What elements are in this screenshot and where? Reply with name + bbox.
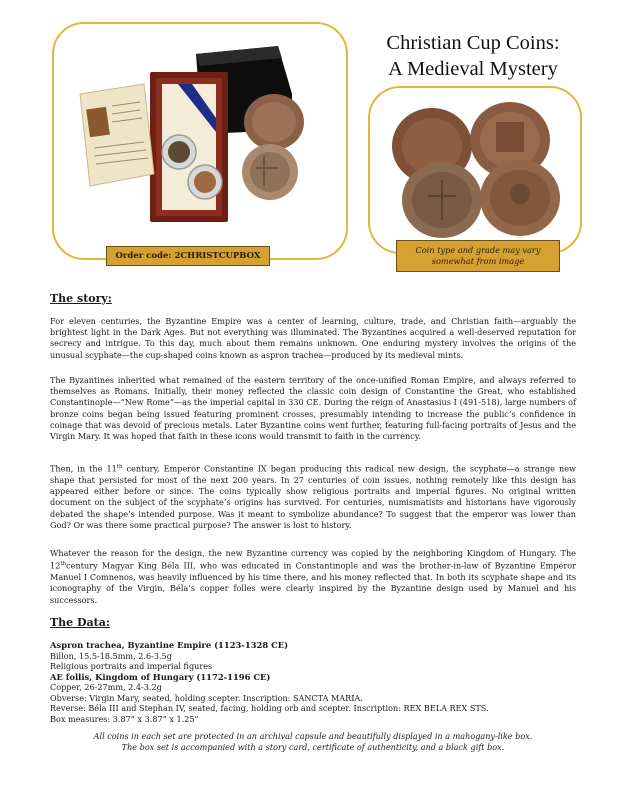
title-line-1: Christian Cup Coins: (386, 32, 560, 54)
product-box-photo (78, 44, 308, 244)
data-line-coin-1-title: Aspron trachea, Byzantine Empire (1123-1328 CE) (50, 640, 289, 650)
page-title (360, 30, 586, 82)
data-list (50, 640, 580, 724)
data-line: Reverse: Béla III and Stephan IV, seated, facing, holding orb and scepter. Inscription: REX BELA REX STS. (50, 703, 489, 713)
story-paragraph-3: Then, in the 11th century, Emperor Constantine IX began producing this radical new design, the scyphate—a strange new shape that persisted for most of the next 200 years. In 27 centuries of coin issues, nothing remotely like this design has appeared either before or since. The coins typically show religious portraits and imperial figures. No original written document on the subject of the scyphate’s origins has survived. For centuries, numismatists and historians have vigorously debated the shape’s intended purpose. Was it meant to symbolize abundance? To suggest that the emperor was lower than God? Or was there some practical purpose? The answer is lost to history. (50, 463, 576, 530)
story-paragraph-4: Whatever the reason for the design, the new Byzantine currency was copied by the neighboring Kingdom of Hungary. The 12thcentury Magyar King Béla III, who was educated in Constantinople and was the brother-in-law of Byzantine Emperor Manuel I Comnenos, was heavily influenced by his time there, and his money reflected that. In both its scyphate shape and its iconography of the Virgin, Béla’s copper folles were clearly inspired by the Byzantine design used by Manuel and his successors. (50, 548, 576, 605)
data-line: Copper, 26-27mm, 2.4-3.2g (50, 682, 162, 692)
data-heading: The Data: (50, 616, 110, 629)
data-line: Box measures: 3.87” x 3.87” x 1.25” (50, 713, 199, 724)
disclaimer-line-2: somewhat from image (431, 256, 525, 266)
story-paragraph-1: For eleven centuries, the Byzantine Empire was a center of learning, culture, trade, and Christian faith—arguably the brightest light in the Dark Ages. But not everything was illuminated. The Byzantines acquired a well-deserved reputation for secrecy and intrigue. To this day, much about them remains unknown. One enduring mystery involves the origins of the unusual scyphate—the cup-shaped coins known as aspron trachea—produced by its medieval mints. (50, 316, 576, 360)
data-line: Obverse: Virgin Mary, seated, holding scepter. Inscription: SANCTA MARIA. (50, 692, 363, 703)
image-disclaimer (396, 240, 560, 272)
disclaimer-line-1: Coin type and grade may vary (415, 245, 541, 255)
data-line-coin-2-title: AE follis, Kingdom of Hungary (1172-1196 CE) (50, 671, 271, 682)
coins-photo (384, 96, 570, 240)
order-code-label: Order code: 2CHRISTCUPBOX (106, 246, 270, 266)
footer-line-2: The box set is accompanied with a story card, certificate of authenticity, and a black gift box. (121, 742, 505, 752)
title-line-2: A Medieval Mystery (388, 58, 558, 80)
data-line: Religious portraits and imperial figures (50, 661, 213, 671)
footer-line-1: All coins in each set are protected in an archival capsule and beautifully displayed in a mahogany-like box. (93, 731, 533, 741)
footer-note (50, 731, 576, 753)
story-paragraph-2: The Byzantines inherited what remained of the eastern territory of the once-unified Roman Empire, and always referred to themselves as Romans. Initially, their money reflected the classic coin design of Constantine the Great, who established Constantinople—“New Rome”—as the imperial capital in 330 CE. During the reign of Anastasius I (491-518), large numbers of bronze coins began being issued featuring prominent crosses, presumably intending to increase the public’s confidence in coinage that was devoid of precious metals. Later Byzantine coins went further, featuring full-facing portraits of Jesus and the Virgin Mary. It was hoped that faith in these icons would transmit to faith in the currency. (50, 375, 576, 442)
data-line: Billon, 15.5-18.5mm, 2.6-3.5g (50, 650, 172, 661)
story-heading: The story: (50, 292, 112, 305)
